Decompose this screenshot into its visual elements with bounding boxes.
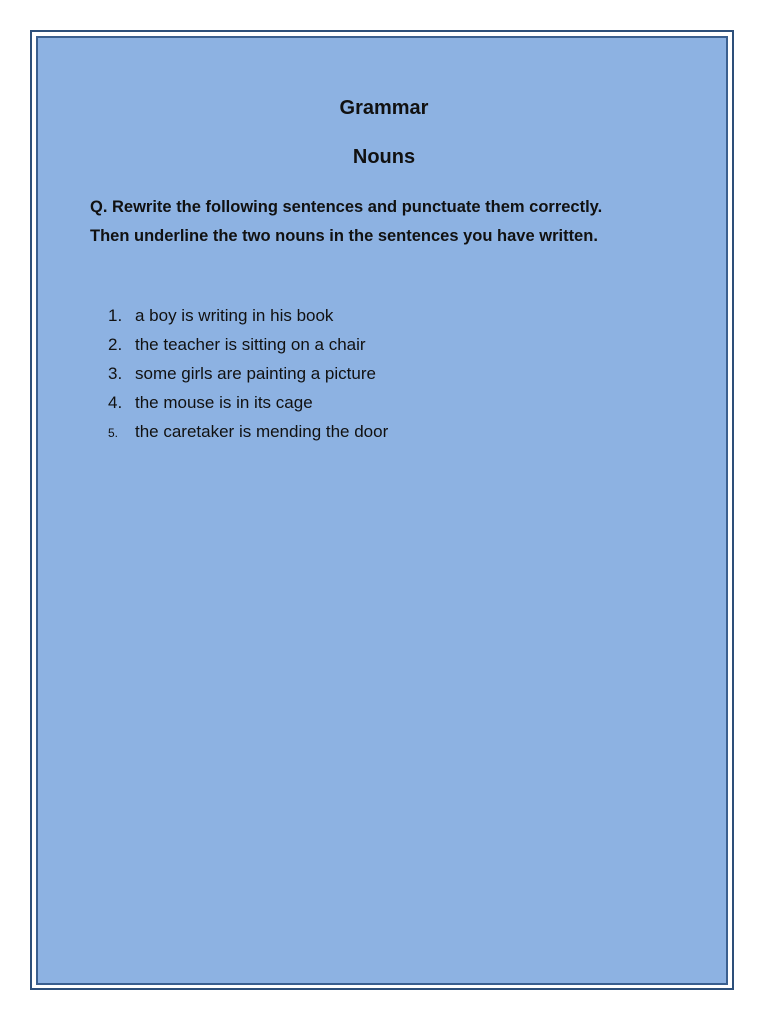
list-item-text: the teacher is sitting on a chair xyxy=(135,335,366,354)
list-item-number: 5. xyxy=(108,426,119,440)
content-panel xyxy=(36,36,728,985)
sentence-list xyxy=(108,301,388,446)
list-item-number: 2. xyxy=(108,335,123,354)
question-instructions xyxy=(90,193,710,251)
list-item-text: a boy is writing in his book xyxy=(135,306,334,325)
list-item xyxy=(108,388,388,417)
list-item-number: 3. xyxy=(108,364,123,383)
list-item xyxy=(108,417,388,446)
list-item xyxy=(108,359,388,388)
list-item-text: the caretaker is mending the door xyxy=(135,422,389,441)
list-item-text: some girls are painting a picture xyxy=(135,364,376,383)
page-subtitle: Nouns xyxy=(352,146,416,168)
question-line-2: Then underline the two nouns in the sentences you have written. xyxy=(90,227,598,245)
list-item xyxy=(108,330,388,359)
page-title: Grammar xyxy=(339,97,429,119)
list-item-number: 1. xyxy=(108,306,123,325)
question-line-1: Q. Rewrite the following sentences and punctuate them correctly. xyxy=(90,198,603,216)
list-item xyxy=(108,301,388,330)
list-item-number: 4. xyxy=(108,393,123,412)
list-item-text: the mouse is in its cage xyxy=(135,393,313,412)
